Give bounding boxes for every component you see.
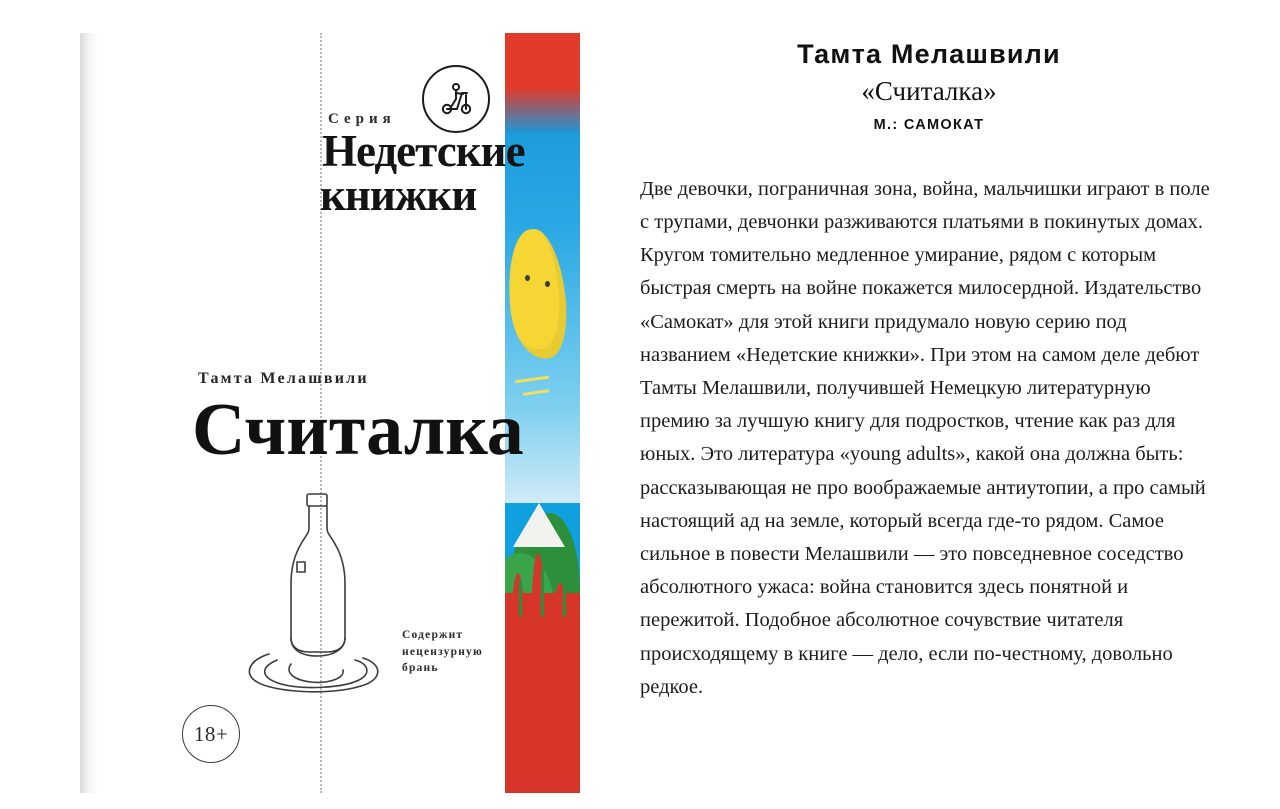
bottle-illustration-icon xyxy=(225,488,415,708)
cover-book-title: Считалка xyxy=(192,389,524,471)
cover-series-word: Серия xyxy=(328,111,396,127)
cover-warning-note: Содержит нецензурную брань xyxy=(402,629,483,675)
review-heading-block xyxy=(640,38,1218,133)
illustration-grass-1 xyxy=(519,579,522,617)
illustration-yellow-eye-right xyxy=(545,281,550,287)
cover-age-rating-badge: 18+ xyxy=(182,705,240,763)
book-cover-column xyxy=(0,0,580,809)
cover-series-title-line2: книжки xyxy=(320,170,477,221)
illustration-white-peak xyxy=(513,503,565,547)
illustration-red-top xyxy=(505,33,580,133)
cover-series-title xyxy=(320,126,572,221)
review-author: Тамта Мелашвили xyxy=(797,39,1061,69)
publisher-scooter-logo-icon xyxy=(422,65,490,133)
illustration-grass-2 xyxy=(541,569,544,617)
review-text-column xyxy=(580,0,1280,725)
cover-series-title-line1: Недетские xyxy=(322,126,525,176)
review-body-paragraph: Две девочки, пограничная зона, война, мальчишки играют в поле с трупами, девчонки разживаются платьями в покинутых домах. Кругом томительно медленное умирание, рядом с которым быстрая смерть на войне покажется милосердной. Издательство «Самокат» для этой книги придумало новую серию под названием «Недетские книжки». При этом на самом деле дебют Тамты Мелашвили, получившей Немецкую литературную премию за лучшую книгу для подростков, чтение как раз для юных. Это литература «young adults», какой она должна быть: рассказывающая не про воображаемые антиутопии, а про самый настоящий ад на земле, который всегда где-то рядом. Самое сильное в повести Мелашвили — это повседневное соседство абсолютного ужаса: война становится здесь понятной и пережитой. Подобное абсолютное сочувствие читателя происходящему в книге — дело, если по-честному, довольно редкое. xyxy=(640,177,1210,698)
illustration-grass-3 xyxy=(563,587,566,617)
cover-author-name: Тамта Мелашвили xyxy=(198,370,369,387)
book-cover-image xyxy=(80,33,580,793)
review-book-title: «Считалка» xyxy=(861,75,997,106)
illustration-yellow-eye-left xyxy=(525,275,530,281)
review-publisher: М.: САМОКАТ xyxy=(873,116,985,133)
